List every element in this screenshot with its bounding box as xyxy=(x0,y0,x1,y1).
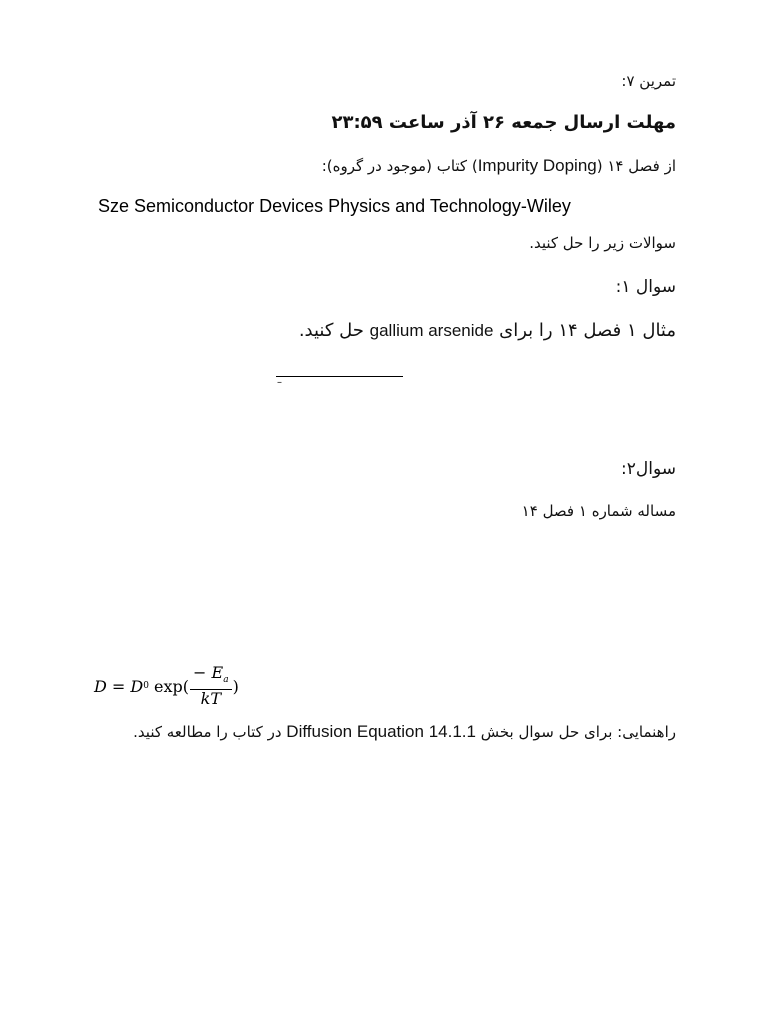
footnote-separator xyxy=(276,376,403,377)
instruction-text: سوالات زیر را حل کنید. xyxy=(529,234,676,252)
footnote-mark: – xyxy=(277,377,282,388)
formula-minus: − xyxy=(193,663,212,682)
question-2-text: مساله شماره ۱ فصل ۱۴ xyxy=(521,502,676,520)
formula-kt: kT xyxy=(200,689,221,709)
formula-denominator xyxy=(198,690,224,708)
question-1-heading: سوال ۱: xyxy=(615,277,676,297)
hint-suffix: در کتاب را مطالعه کنید. xyxy=(133,723,287,741)
formula-equals: = xyxy=(106,676,131,696)
chapter-prefix: از فصل ۱۴ ( xyxy=(596,157,676,175)
hint-text xyxy=(133,722,676,742)
formula-ea-subscript: a xyxy=(223,675,229,686)
deadline-heading: مهلت ارسال جمعه ۲۶ آذر ساعت ۲۳:۵۹ xyxy=(331,112,676,133)
question-2-heading: سوال۲: xyxy=(621,459,676,479)
chapter-suffix: ) کتاب (موجود در گروه): xyxy=(321,157,478,175)
diffusion-formula xyxy=(94,664,239,708)
formula-lhs: D xyxy=(94,676,107,696)
formula-d0: D xyxy=(130,676,144,696)
formula-fraction xyxy=(190,664,232,708)
exercise-title: تمرین ۷: xyxy=(621,72,676,90)
hint-section: 14.1.1 Diffusion Equation xyxy=(286,722,476,741)
chapter-reference xyxy=(322,156,676,176)
formula-numerator xyxy=(190,664,232,690)
question-1-text xyxy=(299,320,676,341)
formula-ea: E xyxy=(211,663,224,682)
book-title: Sze Semiconductor Devices Physics and Technology-Wiley xyxy=(98,196,571,216)
hint-prefix: راهنمایی: برای حل سوال بخش xyxy=(475,723,676,741)
chapter-topic: Impurity Doping xyxy=(477,156,597,175)
q1-suffix: حل کنید. xyxy=(298,320,370,341)
formula-exp: exp( xyxy=(148,676,190,696)
formula-d0-subscript: 0 xyxy=(143,681,149,692)
formula-close: ) xyxy=(232,676,239,696)
q1-material: gallium arsenide xyxy=(369,321,494,340)
q1-prefix: مثال ۱ فصل ۱۴ را برای xyxy=(493,320,676,341)
